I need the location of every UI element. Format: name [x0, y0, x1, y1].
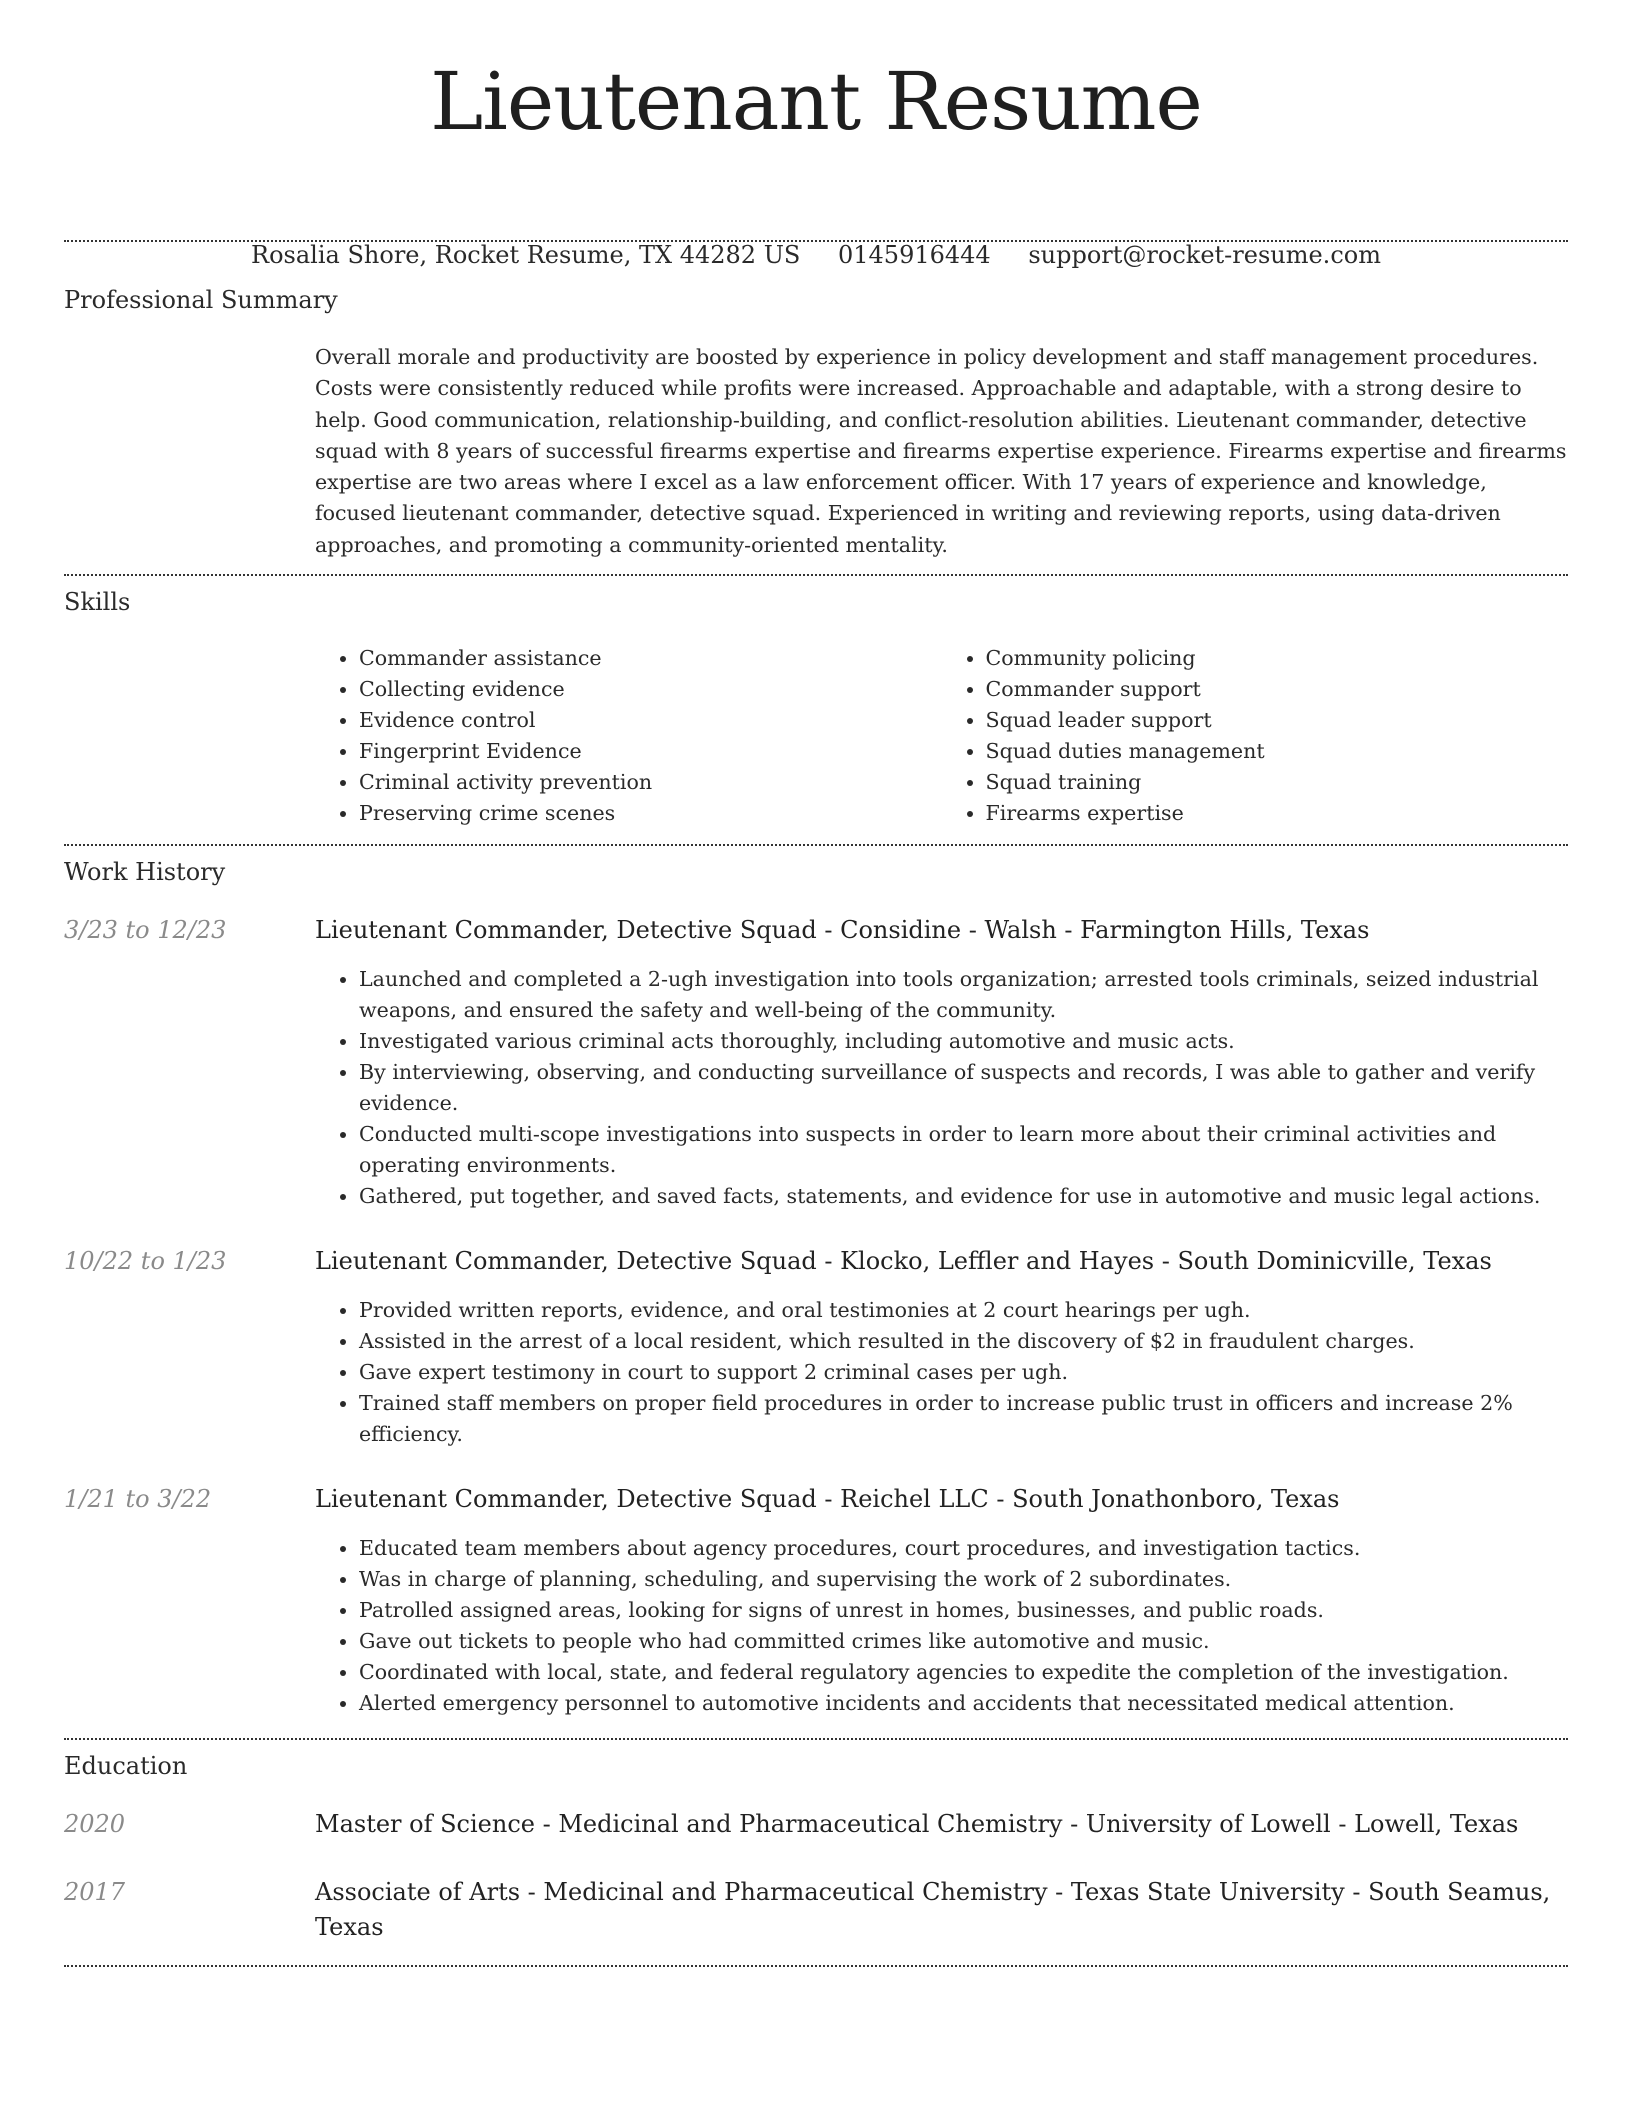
skill-item: • Fingerprint Evidence	[359, 736, 942, 767]
contact-address: Rosalia Shore, Rocket Resume, TX 44282 US	[251, 241, 801, 269]
job-title: Lieutenant Commander, Detective Squad - Reichel LLC - South Jonathonboro, Texas	[315, 1485, 1340, 1513]
job-title: Lieutenant Commander, Detective Squad - Considine - Walsh - Farmington Hills, Texas	[315, 916, 1370, 944]
skill-item: • Community policing	[986, 643, 1569, 674]
job-bullet: • Assisted in the arrest of a local resident, which resulted in the discovery of $2 in fraudulent charges.	[359, 1326, 1568, 1357]
job-bullet: • Educated team members about agency procedures, court procedures, and investigation tactics.	[359, 1533, 1568, 1564]
contact-phone: 0145916444	[838, 241, 991, 269]
skill-item: • Commander support	[986, 674, 1569, 705]
divider-summary	[64, 574, 1568, 576]
divider-skills	[64, 844, 1568, 846]
divider-bottom	[64, 1965, 1568, 1967]
skills-list-left	[315, 643, 942, 829]
job-dates: 10/22 to 1/23	[64, 1247, 227, 1275]
job-bullet: • Conducted multi-scope investigations into suspects in order to learn more about their criminal activities and operating environments.	[359, 1119, 1568, 1181]
education-title: Associate of Arts - Medicinal and Pharmaceutical Chemistry - Texas State University - South Seamus, Texas	[315, 1878, 1551, 1941]
education-title: Master of Science - Medicinal and Pharmaceutical Chemistry - University of Lowell - Lowell, Texas	[315, 1810, 1519, 1838]
divider-top	[64, 240, 1568, 242]
job-bullets	[315, 964, 1568, 1212]
job-bullet: • Alerted emergency personnel to automotive incidents and accidents that necessitated medical attention.	[359, 1688, 1568, 1719]
job-bullet: • Gave expert testimony in court to support 2 criminal cases per ugh.	[359, 1357, 1568, 1388]
skills-columns	[315, 643, 1568, 829]
skill-item: • Preserving crime scenes	[359, 798, 942, 829]
summary-text: Overall morale and productivity are boosted by experience in policy development and staff management procedures. Costs were consistently reduced while profits were increased. Approachable and adaptable, with a strong desire to help. Good communication, relationship-building, and conflict-resolution abilities. Lieutenant commander, detective squad with 8 years of successful firearms expertise and firearms expertise experience. Firearms expertise and firearms expertise are two areas where I excel as a law enforcement officer. With 17 years of experience and knowledge, focused lieutenant commander, detective squad. Experienced in writing and reviewing reports, using data-driven approaches, and promoting a community-oriented mentality.	[315, 345, 1567, 557]
skill-item: • Squad leader support	[986, 705, 1569, 736]
contact-line	[64, 238, 1568, 272]
job-bullet: • Provided written reports, evidence, and oral testimonies at 2 court hearings per ugh.	[359, 1295, 1568, 1326]
section-title-work: Work History	[64, 858, 226, 886]
skill-item: • Evidence control	[359, 705, 942, 736]
job-title: Lieutenant Commander, Detective Squad - Klocko, Leffler and Hayes - South Dominicville, Texas	[315, 1247, 1492, 1275]
job-bullets	[315, 1295, 1568, 1450]
section-title-education: Education	[64, 1752, 188, 1780]
skill-item: • Firearms expertise	[986, 798, 1569, 829]
education-year: 2020	[64, 1810, 126, 1838]
skill-item: • Commander assistance	[359, 643, 942, 674]
resume-title: Lieutenant Resume	[430, 55, 1202, 148]
section-title-skills: Skills	[64, 588, 131, 616]
job-bullet: • Was in charge of planning, scheduling, and supervising the work of 2 subordinates.	[359, 1564, 1568, 1595]
skill-item: • Collecting evidence	[359, 674, 942, 705]
skill-item: • Squad training	[986, 767, 1569, 798]
job-bullets	[315, 1533, 1568, 1719]
job-bullet: • Patrolled assigned areas, looking for signs of unrest in homes, businesses, and public roads.	[359, 1595, 1568, 1626]
job-bullet: • Gathered, put together, and saved facts, statements, and evidence for use in automotive and music legal actions.	[359, 1181, 1568, 1212]
education-year: 2017	[64, 1878, 126, 1906]
job-bullet: • Coordinated with local, state, and federal regulatory agencies to expedite the completion of the investigation.	[359, 1657, 1568, 1688]
section-title-summary: Professional Summary	[64, 286, 338, 314]
job-bullet: • Gave out tickets to people who had committed crimes like automotive and music.	[359, 1626, 1568, 1657]
job-dates: 1/21 to 3/22	[64, 1485, 212, 1513]
job-dates: 3/23 to 12/23	[64, 916, 227, 944]
divider-work	[64, 1738, 1568, 1740]
skill-item: • Squad duties management	[986, 736, 1569, 767]
contact-email: support@rocket-resume.com	[1028, 241, 1381, 269]
skill-item: • Criminal activity prevention	[359, 767, 942, 798]
job-bullet: • By interviewing, observing, and conducting surveillance of suspects and records, I was able to gather and verify evidence.	[359, 1057, 1568, 1119]
job-bullet: • Investigated various criminal acts thoroughly, including automotive and music acts.	[359, 1026, 1568, 1057]
skills-list-right	[942, 643, 1569, 829]
job-bullet: • Trained staff members on proper field procedures in order to increase public trust in officers and increase 2% efficiency.	[359, 1388, 1568, 1450]
job-bullet: • Launched and completed a 2-ugh investigation into tools organization; arrested tools criminals, seized industrial weapons, and ensured the safety and well-being of the community.	[359, 964, 1568, 1026]
